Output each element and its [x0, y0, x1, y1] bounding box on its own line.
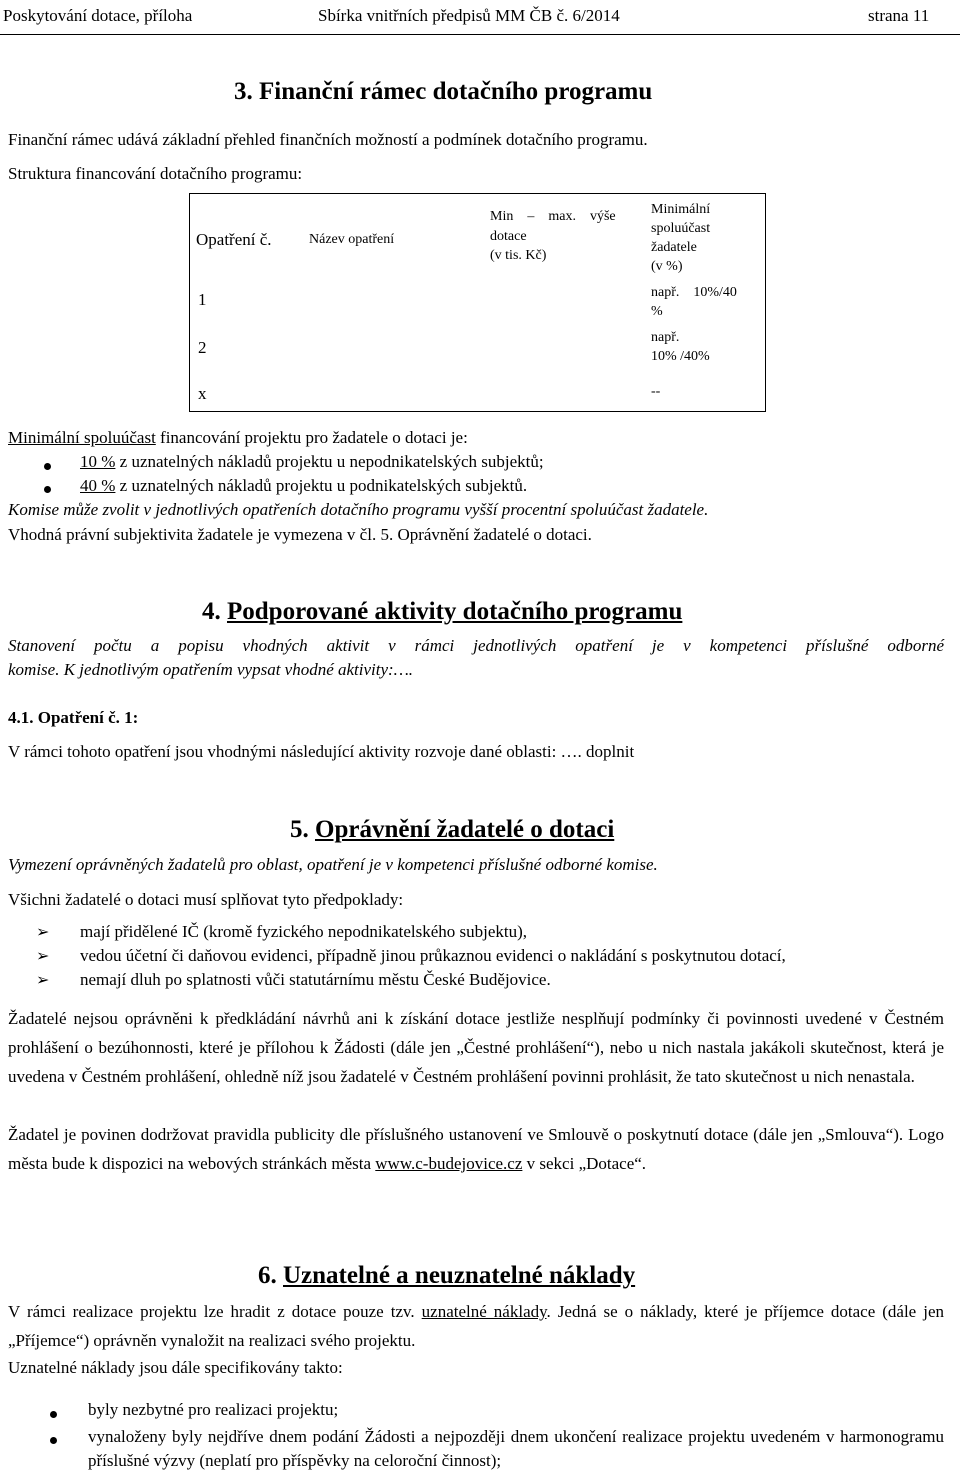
bullet-1-desc: z uznatelných nákladů projektu u nepodnikatelských subjektů; [115, 452, 544, 471]
city-website-link[interactable]: www.c-budejovice.cz [375, 1154, 523, 1173]
section-5-para-1: Vymezení oprávněných žadatelů pro oblast, opatření je v kompetenci příslušné odborné komise. [8, 855, 658, 874]
vhodna-note: Vhodná právní subjektivita žadatele je vymezena v čl. 5. Oprávnění žadatelé o dotaci. [8, 525, 592, 544]
bullet-2 [42, 482, 52, 492]
col-spoluucast-header-1: Minimální [651, 202, 711, 217]
bullet-1-text [80, 452, 544, 472]
structure-label: Struktura financování dotačního programu: [8, 164, 303, 183]
bullet-1 [42, 459, 52, 469]
section-5-para-2: Všichni žadatelé o dotaci musí splňovat tyto předpoklady: [8, 890, 404, 909]
cost-item-1: byly nezbytné pro realizaci projektu; [88, 1400, 339, 1419]
row-2-value-1: např. [651, 330, 680, 345]
section-6-para-2: Uznatelné náklady jsou dále specifikovány takto: [8, 1358, 343, 1377]
col-spoluucast-header-4: (v %) [651, 259, 683, 274]
subsection-4-1-title: 4.1. Opatření č. 1: [8, 708, 139, 727]
header-center: Sbírka vnitřních předpisů MM ČB č. 6/2014 [318, 6, 620, 25]
section-6-number: 6. [258, 1262, 283, 1289]
cost-item-2: vynaloženy byly nejdříve dnem podání Žádosti a nejpozději dnem ukončení realizace projektu uvedeném v harmonogramu příslušné výzvy (neplatí pro příspěvky na celoroční činnost); [88, 1427, 944, 1470]
row-2-value-2: 10% /40% [651, 349, 710, 364]
arrow-bullet-icon: ➢ [36, 948, 50, 965]
section-5-heading: Oprávnění žadatelé o dotaci [315, 816, 615, 843]
col-spoluucast-header-3: žadatele [651, 240, 697, 255]
section-4-para-1: Stanovení počtu a popisu vhodných aktivit v rámci jednotlivých opatření je v kompetenci příslušné odborné [8, 636, 944, 655]
col-opatreni-header: Opatření č. [196, 230, 272, 249]
section-4-para-2: komise. K jednotlivým opatřením vypsat vhodné aktivity:…. [8, 660, 414, 679]
section-4-number: 4. [202, 598, 227, 625]
bullet-2-desc: z uznatelných nákladů projektu u podnikatelských subjektů. [115, 476, 528, 495]
row-2-number: 2 [198, 338, 207, 357]
page-header [0, 0, 960, 35]
bullet-1-percent: 10 % [80, 452, 116, 471]
arrow-bullet-icon: ➢ [36, 972, 50, 989]
row-1-number: 1 [198, 290, 207, 309]
header-left: Poskytování dotace, příloha [3, 6, 193, 25]
requirement-3: nemají dluh po splatnosti vůči statutárnímu městu České Budějovice. [80, 970, 551, 989]
arrow-bullet-icon: ➢ [36, 924, 50, 941]
col-dotace-header-3: (v tis. Kč) [490, 248, 547, 263]
header-right: strana 11 [868, 6, 930, 25]
section-4-activities: V rámci tohoto opatření jsou vhodnými následující aktivity rozvoje dané oblasti: …. doplnit [8, 742, 635, 761]
section-3-intro: Finanční rámec udává základní přehled finančních možností a podmínek dotačního programu. [8, 130, 648, 149]
min-spoluucast-term: Minimální spoluúčast [8, 428, 156, 447]
uznatelne-naklady-term: uznatelné náklady [421, 1302, 547, 1321]
bullet-cost-2 [42, 1433, 52, 1443]
section-4-heading: Podporované aktivity dotačního programu [227, 598, 683, 625]
requirement-1: mají přidělené IČ (kromě fyzického nepodnikatelského subjektu), [80, 922, 528, 941]
financing-table [189, 193, 766, 412]
row-1-value-1: např. 10%/40 [651, 285, 737, 300]
komise-note: Komise může zvolit v jednotlivých opatřeních dotačního programu vyšší procentní spoluúčast žadatele. [8, 500, 709, 519]
col-dotace-header-2: dotace [490, 229, 527, 244]
row-1-value-2: % [651, 304, 663, 319]
col-spoluucast-header-2: spoluúčast [651, 221, 711, 236]
col-nazev-header: Název opatření [309, 232, 395, 247]
publicity-text-end: v sekci „Dotace“. [522, 1154, 647, 1173]
section-6-heading: Uznatelné a neuznatelné náklady [283, 1262, 636, 1289]
section-5-para-4 [8, 1120, 944, 1178]
section-6-para-1b: . Jedná se o náklady, které je příjemce dotace (dále jen „Příjemce“) oprávněn vynaložit na realizaci svého projektu. [8, 1302, 945, 1350]
bullet-2-percent: 40 % [80, 476, 116, 495]
section-3-title: 3. Finanční rámec dotačního programu [234, 78, 653, 105]
section-5-title [290, 816, 614, 844]
section-5-para-3: Žadatelé nejsou oprávněni k předkládání návrhů ani k získání dotace jestliže nesplňují podmínky či povinnosti uvedené v Čestném prohlášení o bezúhonnosti, které je přílohou k Žádosti (dále jen „Čestné prohlášení“), nebo u nich nastala jakákoli skutečnost, která je uvedena v Čestném prohlášení, ohledně níž jsou žadatelé v Čestném prohlášení povinni prohlásit, že tato skutečnost u nich nenastala. [8, 1009, 944, 1086]
row-x-label: x [198, 384, 207, 403]
section-6-para-1a: V rámci realizace projektu lze hradit z dotace pouze tzv. [8, 1302, 422, 1321]
section-5-number: 5. [290, 816, 315, 843]
publicity-text: Žadatel je povinen dodržovat pravidla publicity dle příslušného ustanovení ve Smlouvě o poskytnutí dotace (dále jen „Smlouva“). Logo města bude k dispozici na webových stránkách města [8, 1125, 944, 1173]
section-4-title [202, 598, 682, 626]
requirement-2: vedou účetní či daňovou evidenci, případně jinou průkaznou evidenci o nakládání s poskytnutou dotací, [80, 946, 786, 965]
row-x-value: -- [651, 384, 661, 399]
section-6-para-1 [8, 1297, 944, 1355]
col-dotace-header-1: Min – max. výše [490, 209, 616, 224]
min-spoluucast-text: financování projektu pro žadatele o dotaci je: [155, 428, 468, 447]
section-6-title [258, 1262, 635, 1290]
bullet-2-text [80, 476, 527, 496]
bullet-cost-1 [42, 1407, 52, 1417]
min-spoluucast-paragraph [8, 428, 468, 448]
